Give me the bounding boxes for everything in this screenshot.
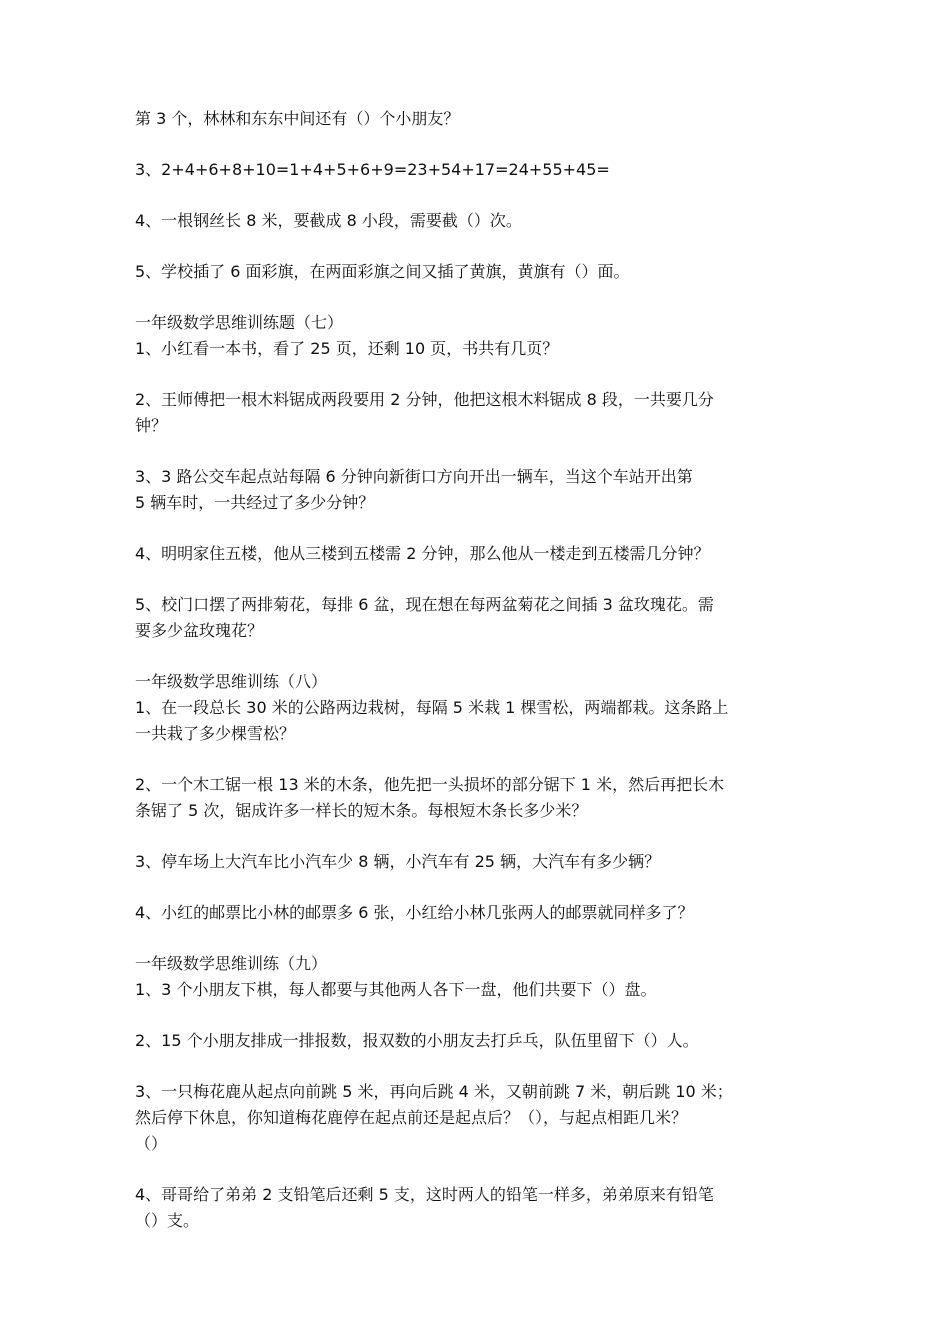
- s7-question-2-line-1: 2、王师傅把一根木料锯成两段要用 2 分钟，他把这根木料锯成 8 段，一共要几分: [135, 390, 714, 409]
- s7-question-5-line-2: 要多少盆玫瑰花？: [135, 621, 264, 640]
- s9-question-3-line-2: 然后停下休息，你知道梅花鹿停在起点前还是起点后？（），与起点相距几米？: [135, 1108, 688, 1127]
- s7-question-2-line-2: 钟？: [135, 416, 168, 435]
- section-8-title: 一年级数学思维训练（八）: [135, 672, 328, 691]
- intro-line-2: 3、2+4+6+8+10=1+4+5+6+9=23+54+17=24+55+45=: [135, 160, 610, 179]
- intro-line-3: 4、一根钢丝长 8 米，要截成 8 小段，需要截（）次。: [135, 211, 522, 230]
- s9-question-2: 2、15 个小朋友排成一排报数，报双数的小朋友去打乒乓，队伍里留下（）人。: [135, 1031, 699, 1050]
- s9-question-4-line-2: （）支。: [135, 1211, 200, 1230]
- s9-question-1: 1、3 个小朋友下棋，每人都要与其他两人各下一盘，他们共要下（）盘。: [135, 980, 657, 999]
- s9-question-3-line-3: （）: [135, 1134, 168, 1153]
- s7-question-4: 4、明明家住五楼，他从三楼到五楼需 2 分钟，那么他从一楼走到五楼需几分钟？: [135, 544, 710, 563]
- s7-question-3-line-1: 3、3 路公交车起点站每隔 6 分钟向新街口方向开出一辆车，当这个车站开出第: [135, 467, 693, 486]
- intro-line-1: 第 3 个，林林和东东中间还有（）个小朋友？: [135, 109, 460, 128]
- s7-question-1: 1、小红看一本书，看了 25 页，还剩 10 页，书共有几页？: [135, 339, 559, 358]
- section-9-title: 一年级数学思维训练（九）: [135, 954, 328, 973]
- document-page: [135, 106, 825, 1234]
- s7-question-5-line-1: 5、校门口摆了两排菊花，每排 6 盆，现在想在每两盆菊花之间插 3 盆玫瑰花。需: [135, 595, 714, 614]
- s8-question-1-line-2: 一共栽了多少棵雪松？: [135, 724, 296, 743]
- s8-question-2-line-2: 条锯了 5 次，锯成许多一样长的短木条。每根短木条长多少米？: [135, 801, 588, 820]
- s9-question-3-line-1: 3、一只梅花鹿从起点向前跳 5 米，再向后跳 4 米，又朝前跳 7 米，朝后跳 10 米；: [135, 1082, 733, 1101]
- s7-question-3-line-2: 5 辆车时，一共经过了多少分钟？: [135, 493, 375, 512]
- s8-question-4: 4、小红的邮票比小林的邮票多 6 张，小红给小林几张两人的邮票就同样多了？: [135, 903, 694, 922]
- s8-question-3: 3、停车场上大汽车比小汽车少 8 辆，小汽车有 25 辆，大汽车有多少辆？: [135, 852, 661, 871]
- intro-line-4: 5、学校插了 6 面彩旗，在两面彩旗之间又插了黄旗，黄旗有（）面。: [135, 262, 630, 281]
- s8-question-1-line-1: 1、在一段总长 30 米的公路两边栽树，每隔 5 米栽 1 棵雪松，两端都栽。这条路上: [135, 698, 729, 717]
- s9-question-4-line-1: 4、哥哥给了弟弟 2 支铅笔后还剩 5 支，这时两人的铅笔一样多，弟弟原来有铅笔: [135, 1185, 714, 1204]
- section-7-title: 一年级数学思维训练题（七）: [135, 313, 344, 332]
- s8-question-2-line-1: 2、一个木工锯一根 13 米的木条，他先把一头损坏的部分锯下 1 米，然后再把长木: [135, 775, 725, 794]
